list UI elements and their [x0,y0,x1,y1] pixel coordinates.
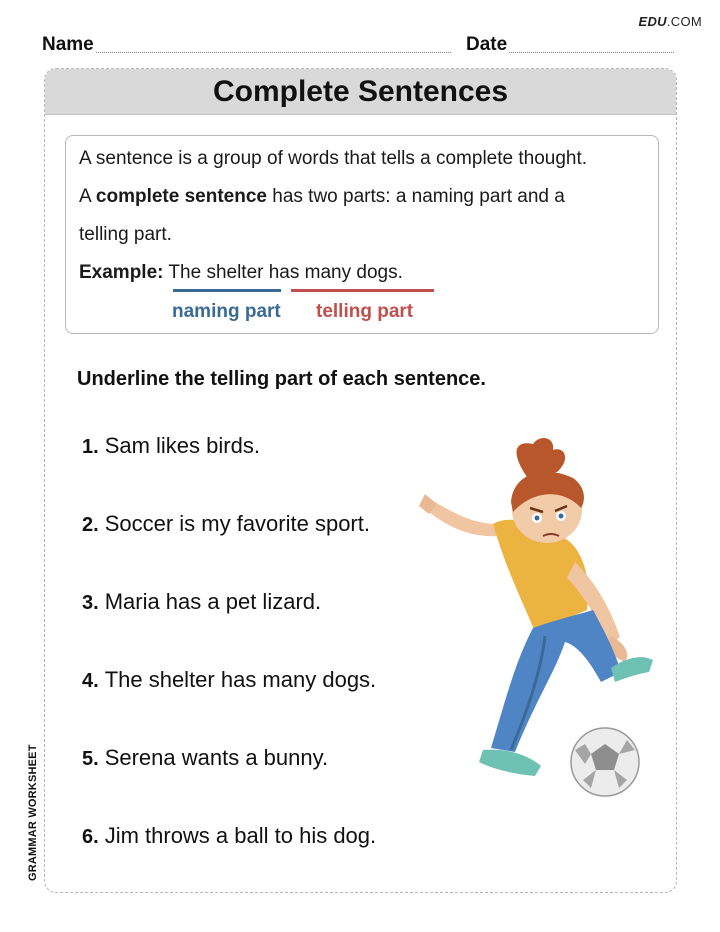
example-line [79,262,403,284]
item-sentence[interactable]: The shelter has many dogs. [104,667,377,692]
definition-line-1: A sentence is a group of words that tells a complete thought. [79,148,588,169]
brand-logo-rest: .COM [666,14,702,29]
exercise-item-4[interactable] [82,667,376,693]
page-title: Complete Sentences [212,74,509,108]
definition-line-3: telling part. [79,224,172,245]
item-sentence[interactable]: Serena wants a bunny. [104,745,329,770]
definition-line-2 [79,186,565,208]
naming-part-label: naming part [172,301,281,322]
item-number: 2. [82,514,99,536]
side-tag: GRAMMAR WORKSHEET [27,744,39,881]
exercise-item-5[interactable] [82,745,328,771]
item-sentence[interactable]: Sam likes birds. [104,433,260,458]
item-number: 5. [82,748,99,770]
brand-logo [638,14,702,29]
complete-sentence-term: complete sentence [95,186,267,207]
item-number: 6. [82,826,99,848]
item-number: 1. [82,436,99,458]
item-sentence[interactable]: Soccer is my favorite sport. [104,511,370,536]
item-sentence[interactable]: Jim throws a ball to his dog. [104,823,377,848]
definition-box [65,135,659,334]
definition-line-2-prefix: A [79,186,96,207]
soccer-player-illustration [415,432,655,800]
telling-part-label: telling part [316,301,414,322]
name-line[interactable] [96,52,451,53]
exercise-item-1[interactable] [82,433,260,459]
telling-part-underline [291,289,434,292]
definition-line-2-suffix: has two parts: a naming part and a [266,186,565,207]
exercise-item-3[interactable] [82,589,321,615]
instruction-text: Underline the telling part of each sentence. [77,368,486,390]
item-number: 3. [82,592,99,614]
brand-logo-bold: EDU [638,14,667,29]
name-field[interactable] [42,34,452,56]
title-band [45,69,676,115]
date-label: Date [466,34,508,55]
item-number: 4. [82,670,99,692]
naming-part-underline [173,289,281,292]
name-label: Name [42,34,94,55]
exercise-item-6[interactable] [82,823,376,849]
example-sentence: The shelter has many dogs. [163,262,403,283]
item-sentence[interactable]: Maria has a pet lizard. [104,589,322,614]
name-date-row [42,32,676,56]
exercise-item-2[interactable] [82,511,370,537]
date-field[interactable] [466,34,676,56]
example-label: Example: [79,262,164,283]
date-line[interactable] [509,52,674,53]
